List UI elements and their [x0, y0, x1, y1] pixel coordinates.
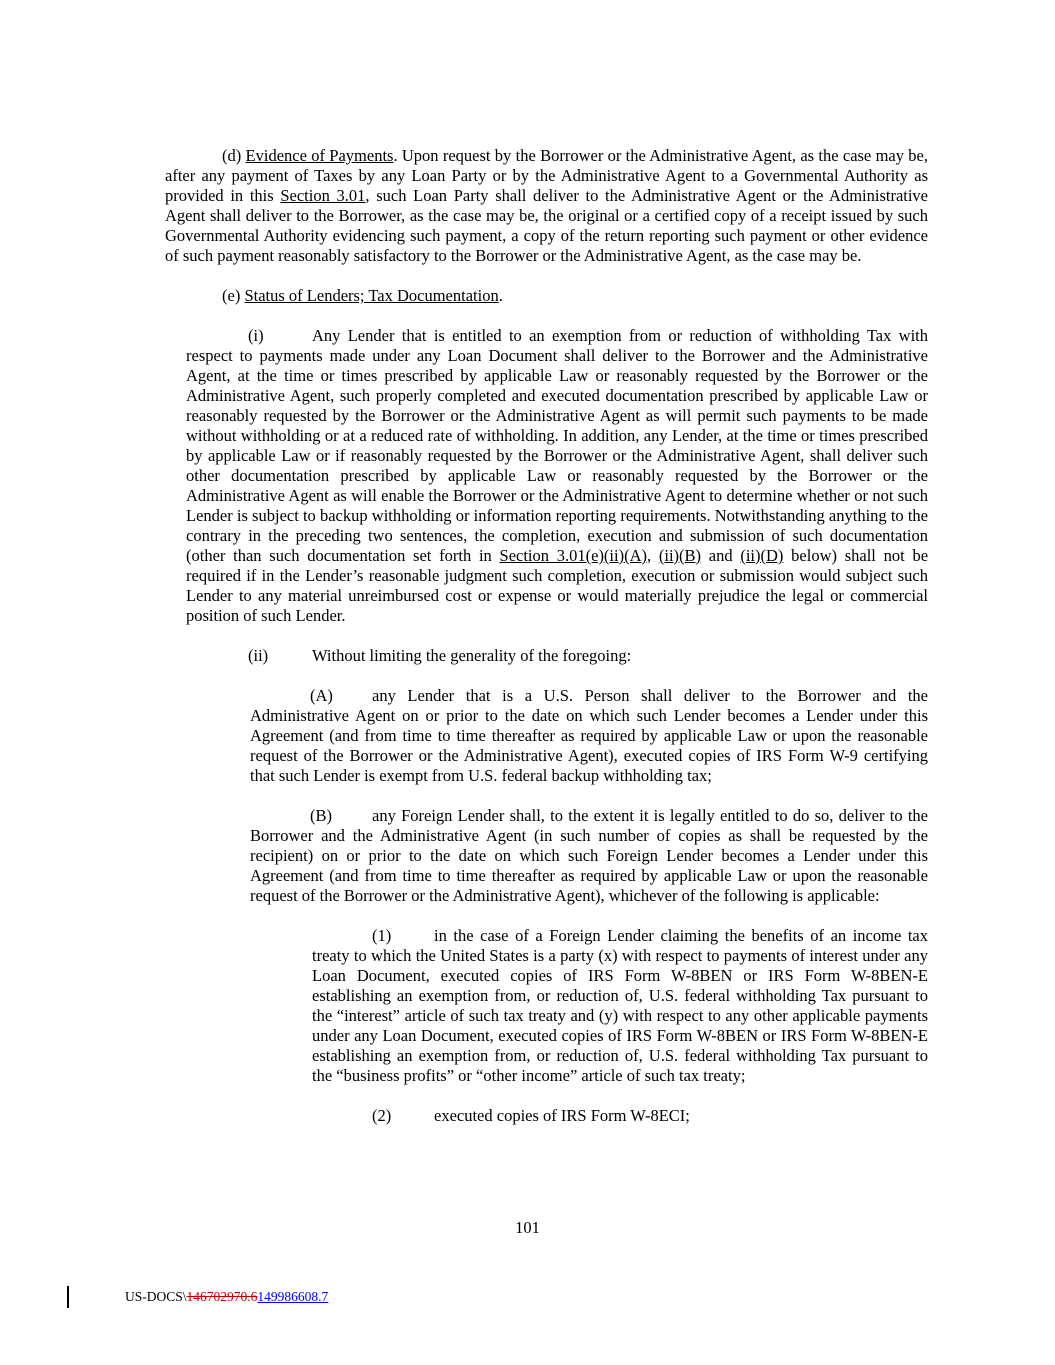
paragraph-i-separator-1: ,: [647, 546, 659, 565]
paragraph-B-text: any Foreign Lender shall, to the extent it is legally entitled to do so, deliver to the Borrower and the Administrative Agent (in such number of copies as shall be requested by the recipient) on or prior to the date on which such Foreign Lender becomes a Lender under this Agreement (and from time to time thereafter as required by applicable Law or upon the reasonable request of the Borrower or the Administrative Agent), whichever of the following is applicable:: [250, 806, 928, 905]
paragraph-ii-text: Without limiting the generality of the foregoing:: [312, 646, 632, 665]
footer-deleted-doc-number: 146702970.6: [186, 1289, 258, 1304]
paragraph-A: [250, 686, 928, 786]
paragraph-i: [186, 326, 928, 626]
footer-prefix: US-DOCS\: [125, 1289, 187, 1304]
footer-inserted-doc-number: 149986608.7: [257, 1289, 329, 1304]
paragraph-B: [250, 806, 928, 906]
paragraph-i-text-continued: below) shall not be required if in the Lender’s reasonable judgment such completion, execution or submission would subject such Lender to any material unreimbursed cost or expense or would materially prejudice the legal or commercial position of such Lender.: [186, 546, 929, 625]
paragraph-2: [312, 1106, 928, 1126]
document-id-footer: [125, 1289, 328, 1305]
paragraph-d-label: (d): [222, 146, 246, 165]
page-number: 101: [515, 1218, 540, 1237]
paragraph-ii-label: (ii): [248, 646, 269, 665]
paragraph-A-label: (A): [310, 686, 333, 705]
paragraph-d-text-continued: , such Loan Party shall deliver to the Administrative Agent or the Administrative Agent shall deliver to the Borrower, as the case may be, the original or a certified copy of a receipt issued by such Governmental Authority evidencing such payment, a copy of the return reporting such payment or other evidence of such payment reasonably satisfactory to the Borrower or the Administrative Agent, as the case may be.: [165, 186, 929, 265]
section-3-01-e-ii-A-reference: Section 3.01(e)(ii)(A): [499, 546, 647, 565]
paragraph-i-text: Any Lender that is entitled to an exemption from or reduction of withholding Tax with respect to payments made under any Loan Document shall deliver to the Borrower and the Administrative Agent, at the time or times prescribed by applicable Law or reasonably requested by the Borrower or the Administrative Agent, such properly completed and executed documentation prescribed by applicable Law or reasonably requested by the Borrower or the Administrative Agent as will permit such payments to be made without withholding or at a reduced rate of withholding. In addition, any Lender, at the time or times prescribed by applicable Law or if reasonably requested by the Borrower or the Administrative Agent, shall deliver such other documentation prescribed by applicable Law or reasonably requested by the Borrower or the Administrative Agent as will enable the Borrower or the Administrative Agent to determine whether or not such Lender is subject to backup withholding or information reporting requirements. Notwithstanding anything to the contrary in the preceding two sentences, the completion, execution and submission of such documentation (other than such documentation set forth in: [186, 326, 928, 565]
document-body: [165, 146, 928, 1146]
paragraph-e-period: .: [498, 286, 503, 305]
paragraph-d: [165, 146, 928, 266]
section-ii-D-reference: (ii)(D): [740, 546, 784, 565]
paragraph-2-text: executed copies of IRS Form W-8ECI;: [434, 1106, 690, 1125]
section-3-01-reference: Section 3.01: [280, 186, 366, 205]
paragraph-d-text: . Upon request by the Borrower or the Administrative Agent, as the case may be, after any payment of Taxes by any Loan Party or by the Administrative Agent to a Governmental Authority as provided in this: [165, 146, 928, 205]
section-ii-B-reference: (ii)(B): [658, 546, 702, 565]
paragraph-e-label: (e): [222, 286, 245, 305]
paragraph-ii: [186, 646, 928, 666]
paragraph-1-text: in the case of a Foreign Lender claiming the benefits of an income tax treaty to which the United States is a party (x) with respect to payments of interest under any Loan Document, executed copies of IRS Form W-8BEN or IRS Form W-8BEN-E establishing an exemption from, or reduction of, U.S. federal withholding Tax pursuant to the “interest” article of such tax treaty and (y) with respect to any other applicable payments under any Loan Document, executed copies of IRS Form W-8BEN or IRS Form W-8BEN-E establishing an exemption from, or reduction of, U.S. federal withholding Tax pursuant to the “business profits” or “other income” article of such tax treaty;: [312, 926, 928, 1085]
paragraph-i-label: (i): [248, 326, 264, 345]
paragraph-e-heading: Status of Lenders; Tax Documentation: [244, 286, 499, 305]
paragraph-1-label: (1): [372, 926, 392, 945]
paragraph-d-heading: Evidence of Payments: [245, 146, 394, 165]
paragraph-i-separator-2: and: [701, 546, 741, 565]
paragraph-B-label: (B): [310, 806, 332, 825]
paragraph-e: [165, 286, 928, 306]
paragraph-A-text: any Lender that is a U.S. Person shall deliver to the Borrower and the Administrative Agent on or prior to the date on which such Lender becomes a Lender under this Agreement (and from time to time thereafter as required by applicable Law or upon the reasonable request of the Borrower or the Administrative Agent), executed copies of IRS Form W-9 certifying that such Lender is exempt from U.S. federal backup withholding tax;: [250, 686, 928, 785]
paragraph-1: [312, 926, 928, 1086]
paragraph-2-label: (2): [372, 1106, 392, 1125]
change-bar: [67, 1286, 69, 1308]
